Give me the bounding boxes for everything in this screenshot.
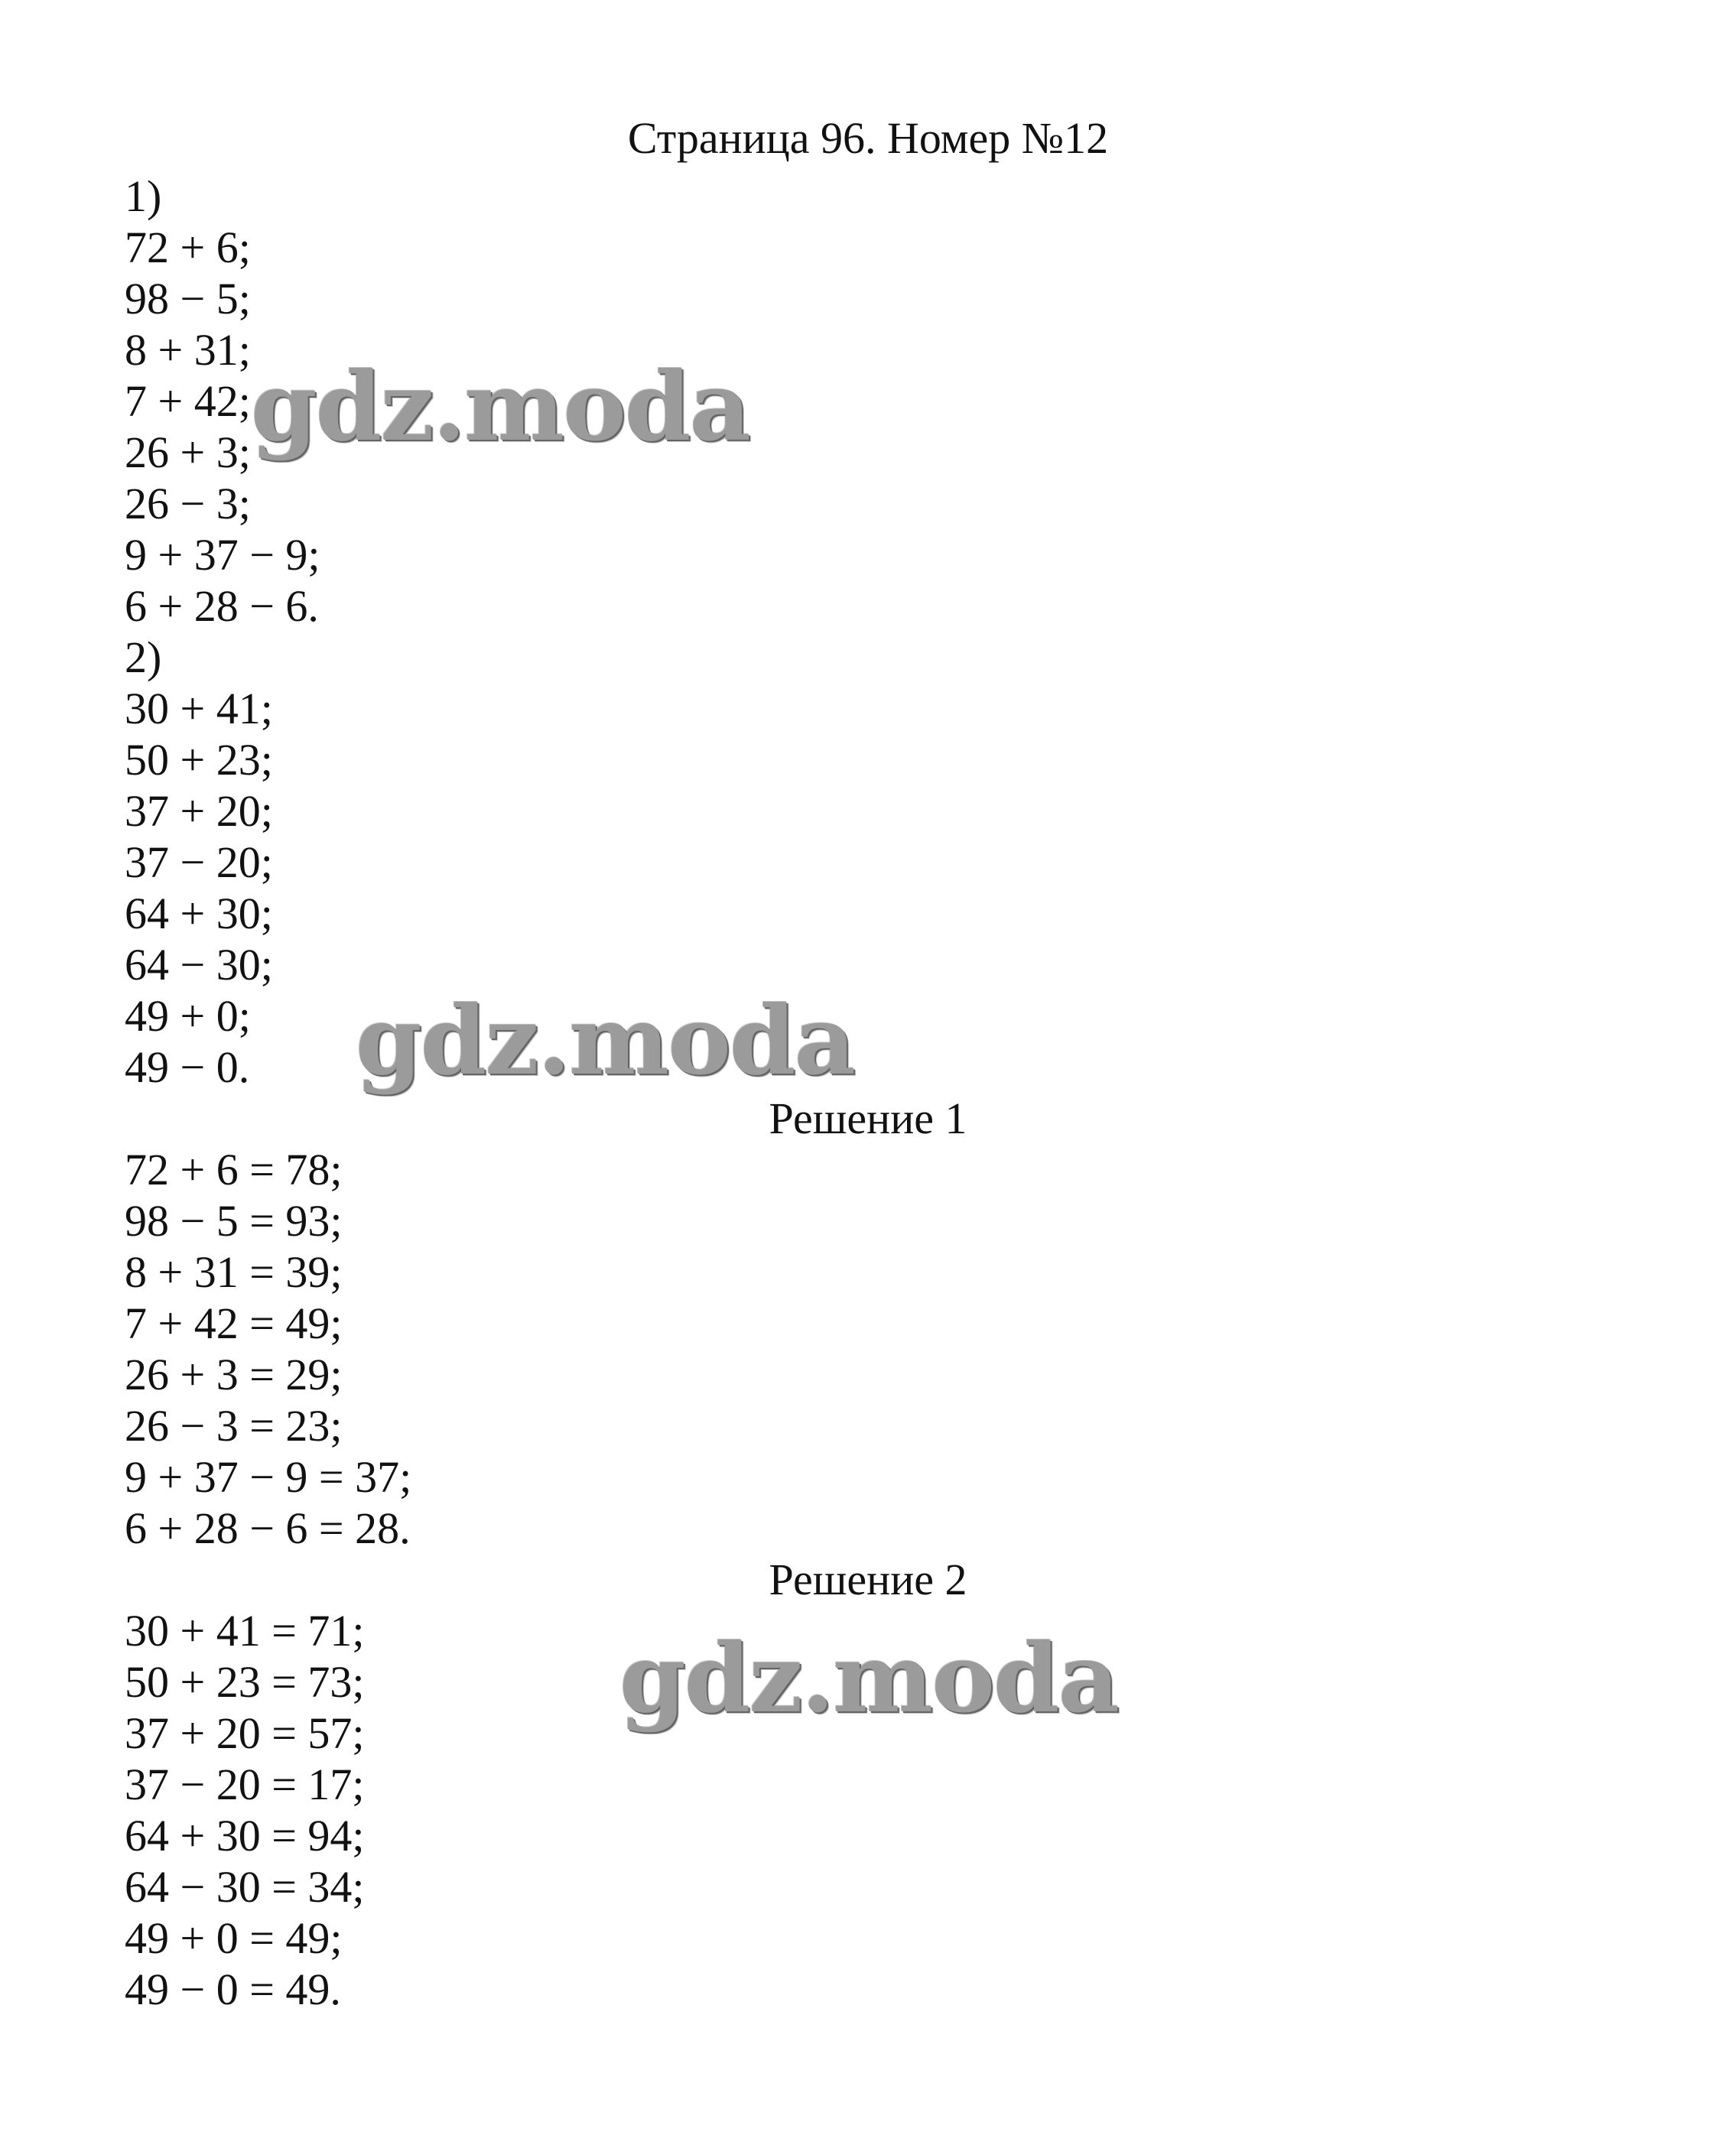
task-line: 6 + 28 − 6.: [125, 581, 319, 631]
solution-line: 26 − 3 = 23;: [125, 1401, 343, 1451]
solution-line: 7 + 42 = 49;: [125, 1298, 343, 1348]
task-part1-label: 1): [125, 171, 162, 221]
watermark: gdz.moda: [356, 986, 854, 1097]
solution-line: 8 + 31 = 39;: [125, 1247, 343, 1297]
watermark: gdz.moda: [251, 352, 749, 463]
solution-line: 37 + 20 = 57;: [125, 1708, 365, 1758]
page-title: Страница 96. Номер №12: [627, 113, 1109, 163]
solution-line: 26 + 3 = 29;: [125, 1350, 343, 1399]
task-line: 37 − 20;: [125, 837, 273, 887]
solution-line: 9 + 37 − 9 = 37;: [125, 1452, 412, 1502]
task-line: 8 + 31;: [125, 325, 251, 375]
task-line: 26 + 3;: [125, 427, 251, 477]
solution-line: 49 − 0 = 49.: [125, 1964, 341, 2014]
task-line: 64 − 30;: [125, 940, 273, 990]
solution-line: 49 + 0 = 49;: [125, 1913, 343, 1963]
solution-line: 72 + 6 = 78;: [125, 1145, 343, 1194]
solution2-heading: Решение 2: [769, 1555, 967, 1604]
solution-line: 98 − 5 = 93;: [125, 1196, 343, 1246]
task-line: 26 − 3;: [125, 479, 251, 528]
watermark: gdz.moda: [619, 1623, 1118, 1734]
task-line: 7 + 42;: [125, 376, 251, 426]
task-line: 64 + 30;: [125, 889, 273, 938]
solution-line: 6 + 28 − 6 = 28.: [125, 1503, 411, 1553]
task-line: 49 − 0.: [125, 1042, 250, 1092]
task-line: 37 + 20;: [125, 786, 273, 836]
task-line: 9 + 37 − 9;: [125, 530, 320, 580]
task-line: 98 − 5;: [125, 274, 251, 323]
solution-line: 64 + 30 = 94;: [125, 1811, 365, 1860]
task-line: 49 + 0;: [125, 991, 251, 1041]
task-line: 30 + 41;: [125, 684, 273, 733]
solution1-heading: Решение 1: [769, 1093, 967, 1143]
solution-line: 37 − 20 = 17;: [125, 1760, 365, 1809]
task-line: 50 + 23;: [125, 735, 273, 785]
solution-line: 64 − 30 = 34;: [125, 1862, 365, 1912]
solution-line: 30 + 41 = 71;: [125, 1606, 365, 1656]
solution-line: 50 + 23 = 73;: [125, 1657, 365, 1707]
task-line: 72 + 6;: [125, 223, 251, 272]
task-part2-label: 2): [125, 632, 162, 682]
